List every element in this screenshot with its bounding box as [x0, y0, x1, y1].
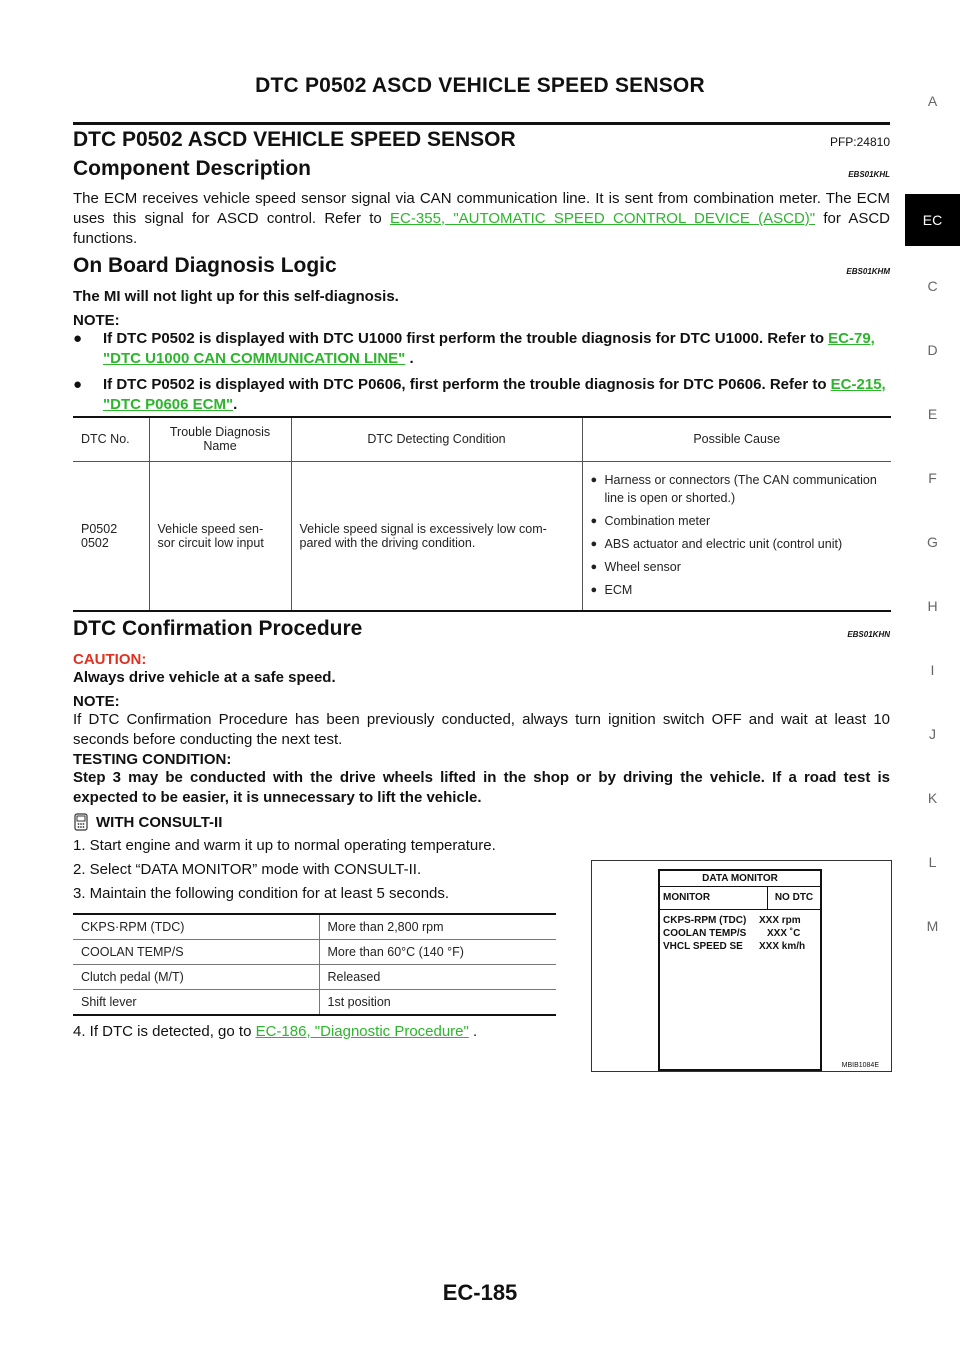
tab-e[interactable]: E	[927, 406, 938, 422]
bullet-icon: ●	[590, 514, 598, 527]
step-4-text: 4. If DTC is detected, go to	[73, 1023, 256, 1040]
bullet-icon: ●	[73, 376, 83, 393]
monitor-row	[663, 927, 817, 940]
dtc-no-2: 0502	[81, 535, 109, 550]
step-3: 3. Maintain the following condition for at least 5 seconds.	[73, 885, 450, 902]
monitor-rows	[660, 910, 820, 957]
dtc-table-header	[73, 417, 891, 461]
data-monitor-screen	[658, 869, 822, 1071]
bullet-icon: ●	[590, 583, 598, 596]
diagnostic-procedure-link[interactable]: EC-186, "Diagnostic Procedure"	[255, 1023, 469, 1040]
obd-bullet-2-text: If DTC P0502 is displayed with DTC P0606, first perform the trouble diagnosis for DTC P0606. Refer to	[103, 376, 831, 393]
dtc-table	[73, 416, 891, 612]
col-possible-cause: Possible Cause	[582, 417, 891, 461]
tab-f[interactable]: F	[928, 470, 937, 486]
page-header: DTC P0502 ASCD VEHICLE SPEED SENSOR	[255, 74, 705, 97]
monitor-item: VHCL SPEED SE	[663, 941, 743, 952]
cause-item	[591, 558, 884, 576]
obd-note-label: NOTE:	[73, 312, 120, 329]
step-4-tail: .	[468, 1023, 478, 1040]
monitor-value: XXX ˚C	[767, 928, 801, 939]
cause-item	[591, 535, 884, 553]
cause-text: ECM	[604, 582, 633, 597]
obd-heading: On Board Diagnosis Logic	[73, 254, 337, 277]
caution-text: Always drive vehicle at a safe speed.	[73, 669, 336, 686]
section-title: DTC P0502 ASCD VEHICLE SPEED SENSOR	[73, 128, 516, 151]
component-text	[73, 189, 890, 249]
u1000-link[interactable]: EC-79, "DTC U1000 CAN COMMUNICATION LINE"	[103, 330, 875, 367]
pfp-code: PFP:24810	[829, 135, 890, 149]
tab-m[interactable]: M	[926, 918, 939, 934]
col-trouble-name: Trouble Diagnosis Name	[149, 417, 291, 461]
bullet-icon: ●	[590, 537, 598, 550]
figure-id: MBIB1084E	[841, 1062, 879, 1069]
obd-bullet-1-text: If DTC P0502 is displayed with DTC U1000 first perform the trouble diagnosis for DTC U1000. Refer to	[103, 330, 829, 347]
obd-bullet-1	[73, 329, 890, 369]
confirmation-heading: DTC Confirmation Procedure	[73, 617, 363, 640]
cause-cell	[582, 461, 891, 611]
component-code: EBS01KHL	[848, 170, 890, 179]
tab-d[interactable]: D	[927, 342, 938, 358]
cause-item	[591, 471, 884, 507]
confirmation-code: EBS01KHN	[847, 630, 890, 639]
trouble-name-cell: Vehicle speed sen- sor circuit low input	[149, 461, 291, 611]
cond-item: Shift lever	[73, 990, 319, 1016]
monitor-row	[663, 940, 817, 953]
obd-bullet-2	[73, 375, 890, 415]
dtc-no-cell	[73, 461, 149, 611]
monitor-item: CKPS-RPM (TDC)	[663, 915, 747, 926]
dtc-no-1: P0502	[81, 521, 118, 536]
cond-value: More than 2,800 rpm	[319, 914, 556, 940]
monitor-col1: MONITOR	[660, 887, 768, 909]
bullet-icon: ●	[590, 473, 598, 486]
monitor-value: XXX km/h	[759, 941, 806, 952]
monitor-col2: NO DTC	[774, 892, 814, 903]
tab-a[interactable]: A	[927, 93, 938, 109]
cause-item	[591, 581, 884, 599]
component-text-tail: for ASCD functions.	[73, 210, 890, 247]
step-1: 1. Start engine and warm it up to normal operating temperature.	[73, 837, 496, 854]
step-2: 2. Select “DATA MONITOR” mode with CONSULT-II.	[73, 861, 422, 878]
step-4	[73, 1022, 573, 1042]
confirm-note-label: NOTE:	[73, 693, 120, 710]
tab-l[interactable]: L	[928, 854, 937, 870]
component-heading: Component Description	[73, 157, 312, 180]
ascd-link[interactable]: EC-355, "AUTOMATIC SPEED CONTROL DEVICE (ASCD)"	[390, 210, 816, 227]
caution-label: CAUTION:	[73, 651, 147, 668]
component-text-body: The ECM receives vehicle speed sensor signal via CAN communication line. It is sent from combination meter. The ECM uses this signal for ASCD control. Refer to	[73, 190, 890, 227]
col-dtc-no: DTC No.	[81, 432, 130, 447]
monitor-title: DATA MONITOR	[660, 871, 820, 887]
table-row	[73, 965, 556, 990]
tab-j[interactable]: J	[929, 726, 936, 742]
table-row	[73, 914, 556, 940]
cond-value: 1st position	[319, 990, 556, 1016]
cause-text: Wheel sensor	[604, 559, 681, 574]
tab-ec[interactable]: EC	[905, 194, 960, 246]
bullet-icon: ●	[590, 560, 598, 573]
condition-cell: Vehicle speed signal is excessively low com- pared with the driving condition.	[291, 461, 582, 611]
data-monitor-figure	[591, 860, 892, 1072]
cause-item	[591, 512, 884, 530]
monitor-header	[660, 887, 820, 910]
tab-k[interactable]: K	[927, 790, 938, 806]
tab-c[interactable]: C	[927, 278, 938, 294]
table-row	[73, 940, 556, 965]
tab-i[interactable]: I	[930, 662, 935, 678]
obd-bullet-list	[73, 329, 890, 421]
cause-text: Harness or connectors (The CAN communication line is open or shorted.)	[604, 472, 877, 505]
cond-item: COOLAN TEMP/S	[73, 940, 319, 965]
cause-text: Combination meter	[604, 513, 711, 528]
page-number: EC-185	[442, 1280, 518, 1305]
cond-item: CKPS·RPM (TDC)	[73, 914, 319, 940]
obd-bullet-2-tail: .	[233, 396, 238, 413]
table-row	[73, 990, 556, 1016]
testing-label: TESTING CONDITION:	[73, 751, 232, 768]
tab-h[interactable]: H	[927, 598, 938, 614]
col-detecting-condition: DTC Detecting Condition	[291, 417, 582, 461]
cond-item: Clutch pedal (M/T)	[73, 965, 319, 990]
header-rule	[73, 122, 890, 125]
mi-text: The MI will not light up for this self-diagnosis.	[73, 288, 399, 305]
consult-icon	[73, 813, 89, 836]
monitor-item: COOLAN TEMP/S	[663, 928, 747, 939]
tab-g[interactable]: G	[927, 534, 938, 550]
obd-bullet-1-tail: .	[405, 350, 414, 367]
p0606-link[interactable]: EC-215, "DTC P0606 ECM"	[103, 376, 886, 413]
consult-label: WITH CONSULT-II	[96, 814, 223, 831]
testing-text: Step 3 may be conducted with the drive wheels lifted in the shop or by driving the vehicle. If a road test is expected to be easier, it is unnecessary to lift the vehicle.	[73, 769, 890, 806]
bullet-icon: ●	[73, 330, 83, 347]
monitor-row	[663, 914, 817, 927]
table-row	[73, 461, 891, 611]
condition-table	[73, 913, 556, 1016]
confirm-note-text: If DTC Confirmation Procedure has been previously conducted, always turn ignition switch OFF and wait at least 10 seconds before conducting the next test.	[73, 711, 890, 748]
obd-code: EBS01KHM	[846, 267, 890, 276]
cond-value: More than 60°C (140 °F)	[319, 940, 556, 965]
cond-value: Released	[319, 965, 556, 990]
cause-text: ABS actuator and electric unit (control unit)	[604, 536, 843, 551]
monitor-value: XXX rpm	[759, 915, 801, 926]
